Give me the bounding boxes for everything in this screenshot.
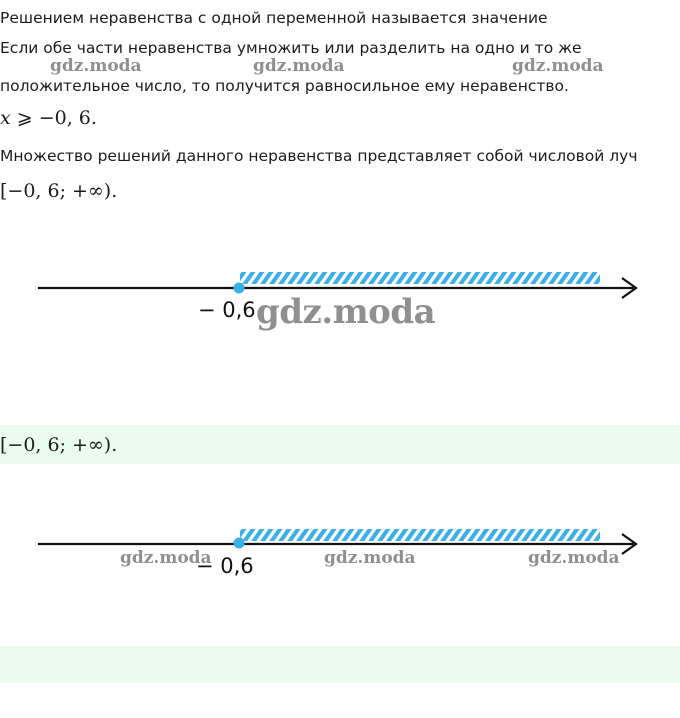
- interval-formula: [−0, 6; +∞).: [0, 180, 118, 202]
- watermark: gdz.moda: [253, 56, 345, 76]
- watermark: gdz.moda: [50, 56, 142, 76]
- inequality-variable: x: [0, 107, 11, 129]
- paragraph-line-2: Если обе части неравенства умножить или разделить на одно и то же: [0, 39, 582, 57]
- point-label: − 0,6: [198, 298, 256, 322]
- watermark: gdz.moda: [528, 548, 620, 568]
- watermark: gdz.moda: [512, 56, 604, 76]
- answer-interval: [−0, 6; +∞).: [0, 434, 118, 456]
- included-point: [234, 538, 245, 549]
- inequality-rest: ⩾ −0, 6.: [10, 107, 97, 129]
- watermark: gdz.moda: [256, 292, 436, 332]
- paragraph-line-3: положительное число, то получится равносильное ему неравенство.: [0, 77, 569, 95]
- paragraph-line-1: Решением неравенства с одной переменной называется значение: [0, 9, 548, 27]
- answer-band-empty: [0, 646, 680, 683]
- paragraph-line-5: Множество решений данного неравенства представляет собой числовой луч: [0, 147, 638, 165]
- point-label: − 0,6: [196, 554, 254, 578]
- shaded-ray: [240, 529, 600, 541]
- watermark: gdz.moda: [120, 548, 212, 568]
- watermark: gdz.moda: [324, 548, 416, 568]
